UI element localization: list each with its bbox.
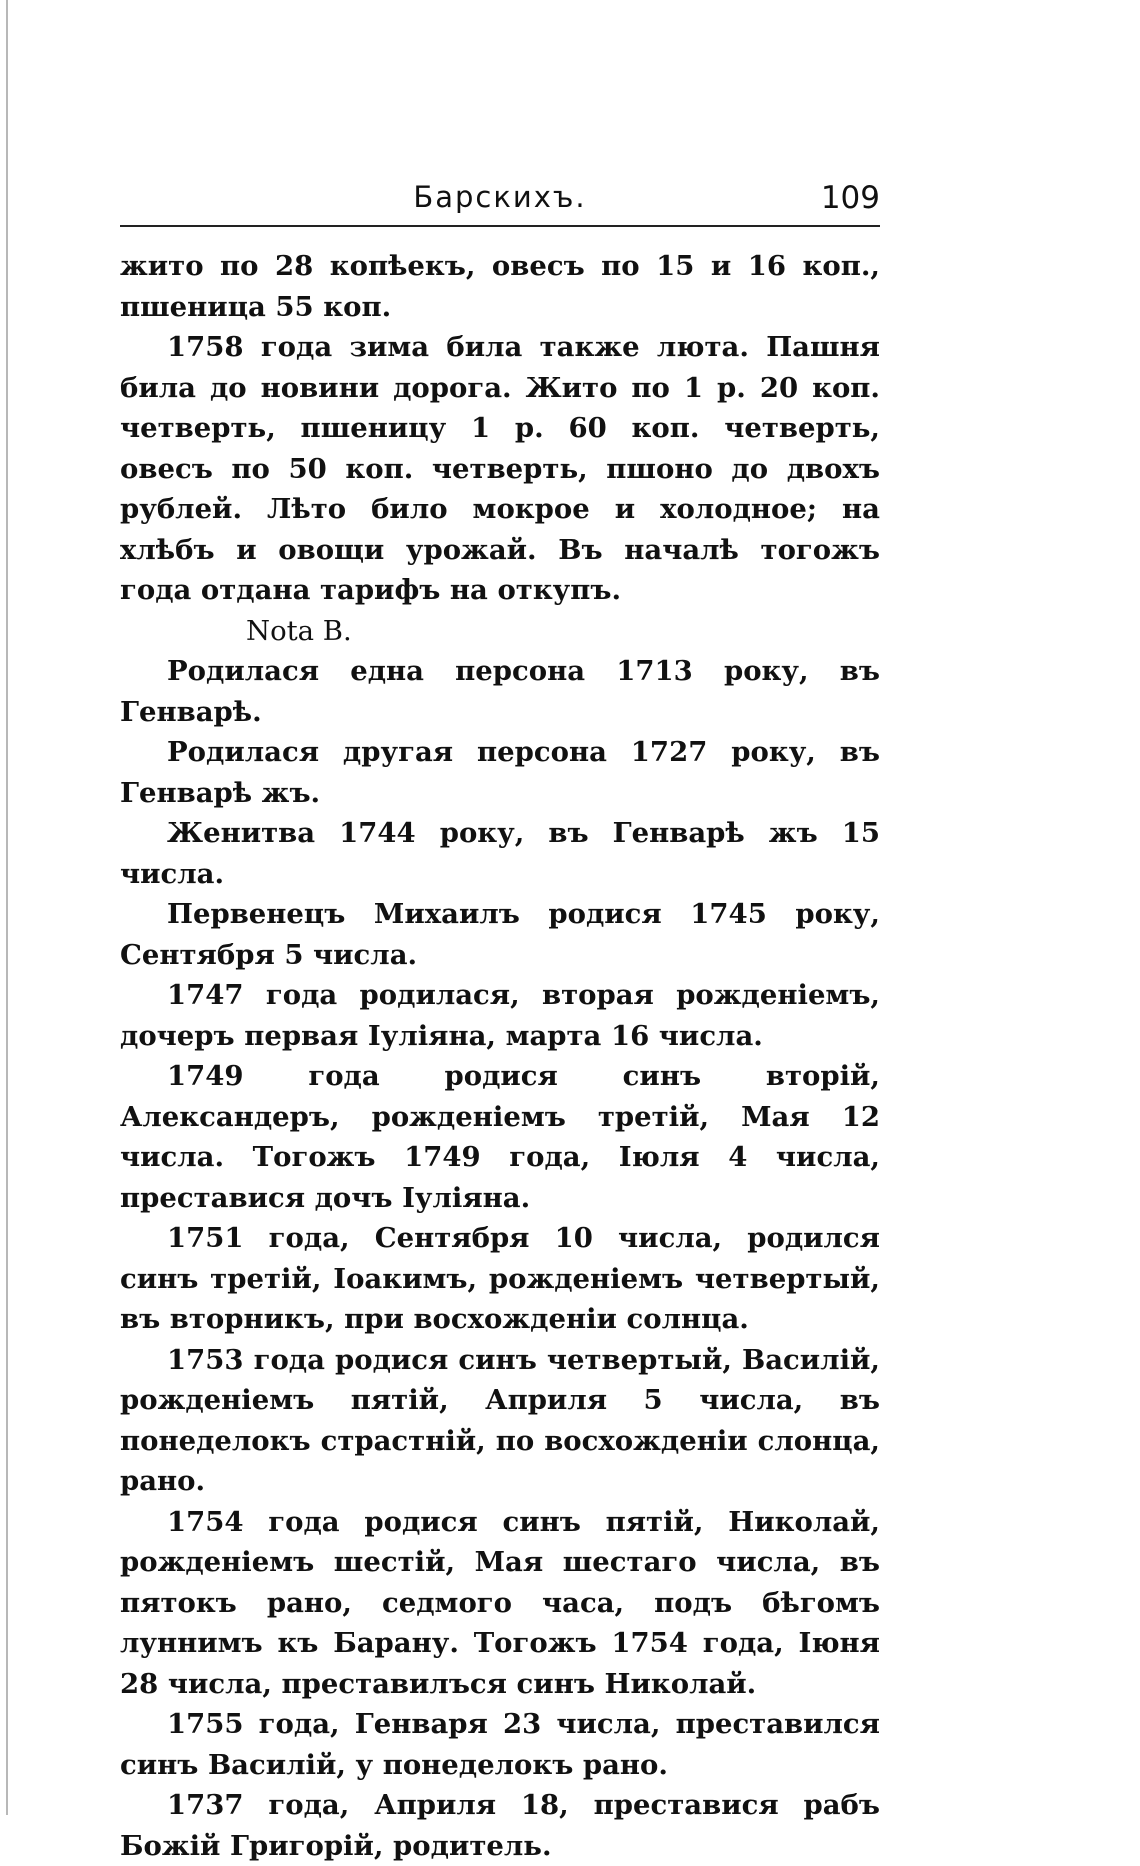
- header-rule: [120, 225, 880, 227]
- page-number: 109: [820, 180, 880, 216]
- paragraph-1751: 1751 года, Сентября 10 числа, родился синъ третій, Іоакимъ, рожденіемъ четвертый, въ вторникъ, при восхожденіи солнца.: [120, 1222, 880, 1335]
- paragraph-1745: Первенецъ Михаилъ родися 1745 року, Сентября 5 числа.: [120, 898, 880, 971]
- paragraph-1755: 1755 года, Генваря 23 числа, преставился синъ Василій, у понеделокъ рано.: [120, 1708, 880, 1781]
- paragraph-marriage-1744: Женитва 1744 року, въ Генварѣ жъ 15 числа.: [120, 817, 880, 890]
- paragraph-1758: 1758 года зима била также люта. Пашня била до новини дорога. Жито по 1 р. 20 коп. четверть, пшеницу 1 р. 60 коп. четверть, овесъ по 50 коп. четверть, пшоно до двохъ рублей. Лѣто било мокрое и холодное; на хлѣбъ и овощи урожай. Въ началѣ тогожъ года отдана тарифъ на откупъ.: [120, 331, 880, 606]
- paragraph-1754: 1754 года родися синъ пятій, Николай, рожденіемъ шестій, Мая шестаго числа, въ пятокъ рано, седмого часа, подъ бѣгомъ луннимъ къ Барану. Тогожъ 1754 года, Іюня 28 числа, преставилъся синъ Николай.: [120, 1505, 880, 1700]
- page-edge-line: [6, 0, 8, 1815]
- running-title: Барскихъ.: [413, 180, 587, 214]
- paragraph-1753: 1753 года родися синъ четвертый, Василій, рожденіемъ пятій, Априля 5 числа, въ понеделокъ страстній, по восхожденіи слонца, рано.: [120, 1343, 880, 1497]
- body-text: [120, 246, 880, 1866]
- paragraph-1749: 1749 года родися синъ вторій, Александеръ, рожденіемъ третій, Мая 12 числа. Тогожъ 1749 года, Іюля 4 числа, преставися дочъ Іуліяна.: [120, 1060, 880, 1214]
- nota-heading: Nota B.: [246, 614, 352, 647]
- paragraph-continuation: жито по 28 копѣекъ, овесъ по 15 и 16 коп., пшеница 55 коп.: [120, 250, 880, 323]
- paragraph-1737: 1737 года, Априля 18, преставися рабъ Божій Григорій, родитель.: [120, 1789, 880, 1862]
- page-header: [120, 180, 880, 224]
- paragraph-birth-1727: Родилася другая персона 1727 року, въ Генварѣ жъ.: [120, 736, 880, 809]
- paragraph-1747: 1747 года родилася, вторая рожденіемъ, дочеръ первая Іуліяна, марта 16 числа.: [120, 979, 880, 1052]
- paragraph-birth-1713: Родилася една персона 1713 року, въ Генварѣ.: [120, 655, 880, 728]
